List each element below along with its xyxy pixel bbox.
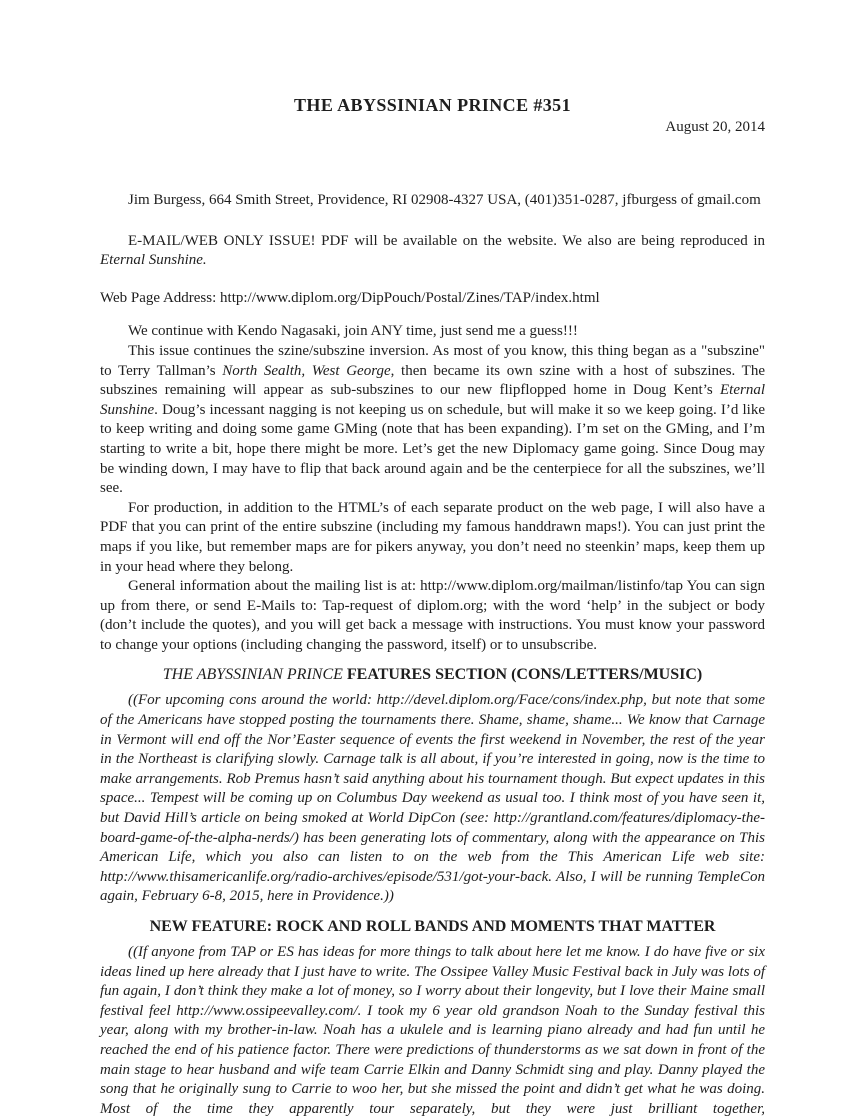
issue-date: August 20, 2014 <box>665 119 765 135</box>
page-content <box>100 0 765 1118</box>
features-heading-bold: FEATURES SECTION (CONS/LETTERS/MUSIC) <box>342 666 703 684</box>
email-issue-text: E-MAIL/WEB ONLY ISSUE! PDF will be available on the website. We also are being reproduced in <box>128 232 765 249</box>
inversion-text-3: . Doug’s incessant nagging is not keeping us on schedule, but will make it so we keep going. I’d like to keep writing and doing some game GMing (note that has been expanding). I’m set on the GMing, and I’m starting to write a bit, hope there might be more. Let’s get the new Diplomacy game going. Since Doug may be winding down, I may have to flip that back around again and be the centerpiece for all the subszines, we’ll see. <box>100 401 765 497</box>
paragraph-kendo-nagasaki: We continue with Kendo Nagasaki, join ANY time, just send me a guess!!! <box>128 323 578 340</box>
inversion-text-1: This issue continues the szine/subszine inversion. As most of you know, this thing began as a "subszine" to Terry Tallman’s <box>100 342 765 379</box>
page-title: THE ABYSSINIAN PRINCE #351 <box>294 95 571 115</box>
features-section-heading <box>100 666 765 684</box>
paragraph-production: For production, in addition to the HTML’s of each separate product on the web page, I will also have a PDF that you can print of the entire subszine (including my famous handdrawn maps!). You can just print the maps if you like, but remember maps are for pikers anyway, you don’t need no steenkin’ maps, keep them up in your head where they belong. <box>100 499 765 575</box>
paragraph-email-only-issue <box>100 232 765 271</box>
eternal-sunshine-title-2: Eternal Sunshine <box>100 382 765 418</box>
paragraph-cons-features: ((For upcoming cons around the world: http://devel.diplom.org/Face/cons/index.php, but note that some of the Americans have stopped posting the tournaments there. Shame, shame, shame... We know that Carnage in Vermont will end off the Nor’Easter sequence of events the first weekend in November, the rest of the year in the Northeast is clarifying slowly. Carnage talk is all about, if you’re interested in going, now is the time to make arrangements. Rob Premus hasn’t said anything about his tournament though. But expect updates in this space... Tempest will be coming up on Columbus Day weekend as usual too. I think most of you have seen it, but David Hill’s article on being smoked at World DipCon (see: http://grantland.com/features/diplomacy-the-board-game-of-the-alpha-nerds/) has been generating lots of commentary, along with the appearance on This American Life, which you also can listen to on the web from the This American Life web site: http://www.thisamericanlife.org/radio-archives/episode/531/got-your-back. Also, I will be running TempleCon again, February 6-8, 2015, here in Providence.)) <box>100 692 765 905</box>
north-sealth-title: North Sealth, West George <box>222 362 391 379</box>
features-heading-zine-name: THE ABYSSINIAN PRINCE <box>162 666 343 684</box>
paragraph-szine-inversion <box>100 342 765 499</box>
web-page-address-line: Web Page Address: http://www.diplom.org/DipPouch/Postal/Zines/TAP/index.html <box>100 289 600 306</box>
rock-and-roll-heading: NEW FEATURE: ROCK AND ROLL BANDS AND MOMENTS THAT MATTER <box>149 918 716 935</box>
inversion-text-2: , then became its own szine with a host of subszines. The subszines remaining will appear as sub-subszines to our new flipflopped home in Doug Kent’s <box>100 362 765 399</box>
eternal-sunshine-title: Eternal Sunshine. <box>100 252 207 269</box>
paragraph-mailing-list: General information about the mailing list is at: http://www.diplom.org/mailman/listinfo/tap You can sign up from there, or send E-Mails to: Tap-request of diplom.org; with the word ‘help’ in the subject or body (don’t include the quotes), and you will get back a message with instructions. You must know your password to change your options (including changing the password, itself) or to unsubscribe. <box>100 578 765 653</box>
contact-line: Jim Burgess, 664 Smith Street, Providence, RI 02908-4327 USA, (401)351-0287, jfburgess of gmail.com <box>128 192 761 208</box>
paragraph-music-feature: ((If anyone from TAP or ES has ideas for more things to talk about here let me know. I do have five or six ideas lined up here already that I just have to write. The Ossipee Valley Music Festival back in July was lots of fun again, I don’t think they make a lot of money, so I worry about their longevity, but I love their Maine small festival feel http://www.ossipeevalley.com/. I took my 6 year old grandson Noah to the Sunday festival this year, along with my brother-in-law. Noah has a ukulele and is learning piano already and had fun until he reached the end of his patience factor. There were predictions of thunderstorms as we sat down in front of the main stage to hear husband and wife team Carrie Elkin and Danny Schmidt sing and play. Danny played the song that he originally sung to Carrie to woo her, but she missed the point and didn’t get what he was doing. Most of the time they apparently tour separately, but they were just brilliant together, <box>100 944 765 1117</box>
